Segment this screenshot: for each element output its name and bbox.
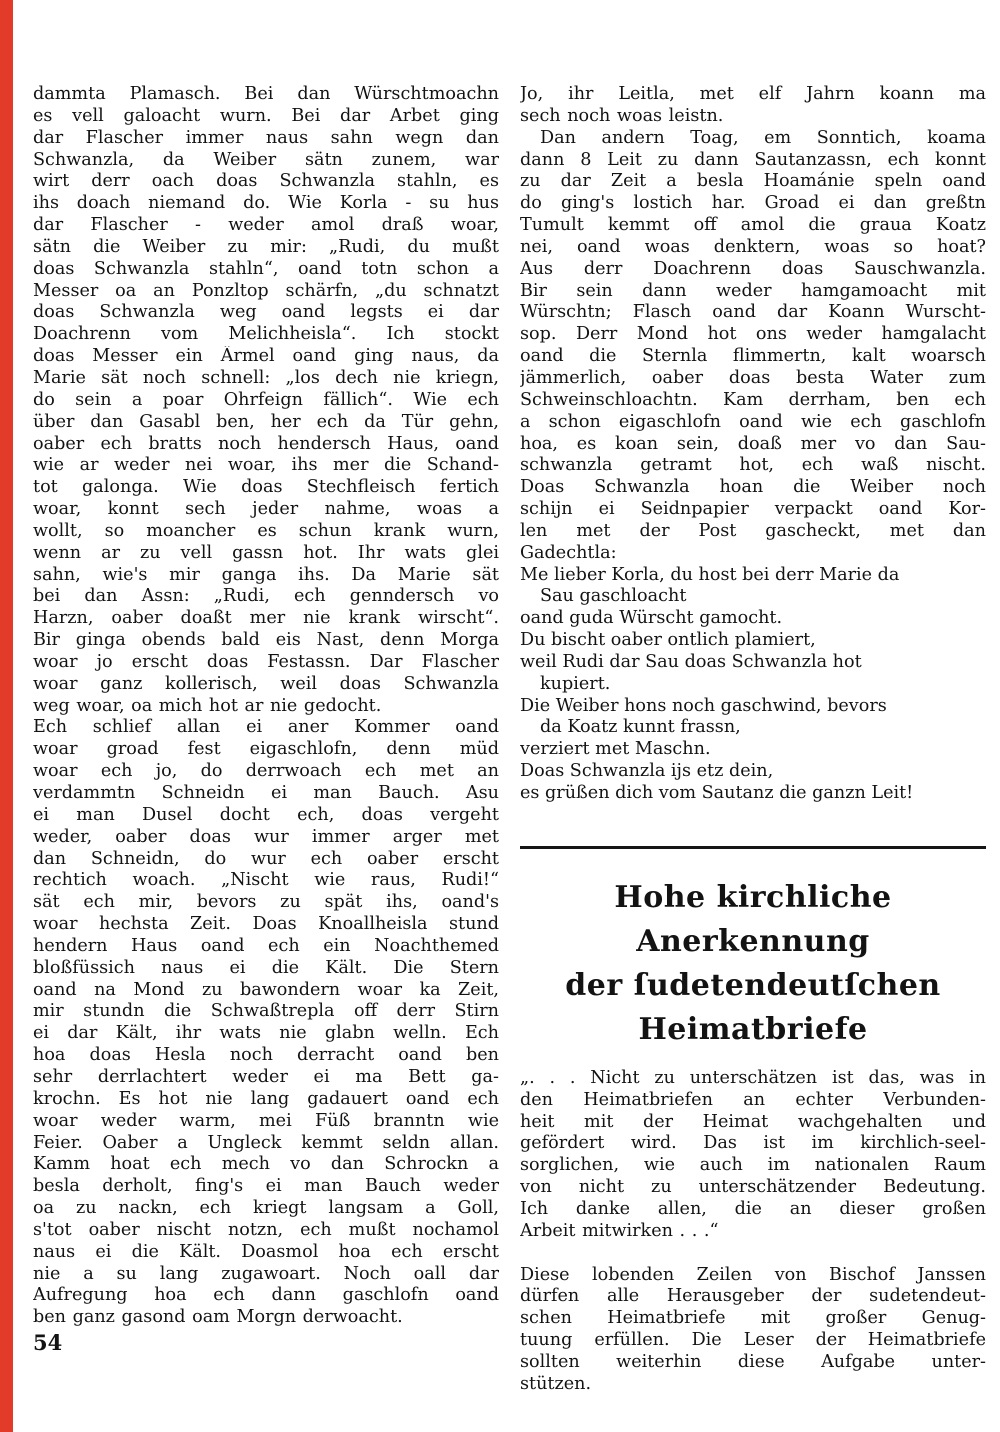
text-line: doas Schwanzla weg oand legsts ei dar — [33, 302, 499, 323]
text-line: oand guda Würscht gamocht. — [520, 608, 783, 629]
text-line: von nicht zu unterschätzender Bedeutung. — [520, 1177, 986, 1198]
text-line: Sau gaschloacht — [540, 586, 687, 607]
text-line: sech noch woas leistn. — [520, 105, 724, 126]
dialect-poem — [520, 565, 986, 805]
bishop-quote-paragraph — [520, 1068, 986, 1243]
text-line: Aufregung hoa ech dann gaschlofn oand — [33, 1285, 499, 1306]
text-line: Heimatbriefe — [638, 1011, 868, 1047]
text-line: wie ar weder nei woar, ihs mer die Schand- — [33, 455, 499, 476]
section-divider-rule — [520, 846, 986, 849]
text-line: woar, konnt sech jeder nahme, woas a — [33, 499, 499, 520]
text-line: zu dar Zeit a besla Hoamánie speln oand — [520, 171, 986, 192]
text-line: Doachrenn vom Melichheisla“. Ich stockt — [33, 324, 499, 345]
text-line: woar jo erscht doas Festassn. Dar Flascher — [33, 651, 499, 672]
article-body-paragraph — [520, 1265, 986, 1396]
text-line: Kamm hoat ech mech vo dan Schrockn a — [33, 1154, 499, 1175]
text-line: Aus derr Doachrenn doas Sauschwanzla. — [520, 258, 986, 279]
text-line: der ſudetendeutſchen — [565, 967, 941, 1003]
text-line: do ging's lostich har. Groad ei dan greßtn — [520, 193, 986, 214]
text-line: Feier. Oaber a Ungleck kemmt seldn allan. — [33, 1132, 499, 1153]
dialect-story-paragraph-1 — [33, 84, 499, 717]
text-line: doas Messer ein Ärmel oand ging naus, da — [33, 346, 499, 367]
text-line: bloßfüssich naus ei die Kält. Die Stern — [33, 957, 499, 978]
text-line: nei, oand woas denktern, woas so hoat? — [520, 236, 986, 257]
text-line: den Heimatbriefen an echter Verbunden- — [520, 1089, 986, 1110]
text-line: es grüßen dich vom Sautanz die ganzn Leit! — [520, 783, 914, 803]
text-line: s'tot oaber nischt notzn, ech mußt nochamol — [33, 1219, 499, 1240]
text-line: sahn, wie's mir ganga ihs. Da Marie sät — [33, 564, 499, 585]
text-line: dürfen alle Herausgeber der sudetendeut- — [520, 1286, 986, 1307]
text-line: Gadechtla: — [520, 542, 617, 563]
text-line: „. . . Nicht zu unterschätzen ist das, was in — [520, 1067, 986, 1088]
text-line: oand die Sternla flimmertn, kalt woarsch — [520, 346, 986, 367]
text-line: dammta Plamasch. Bei dan Würschtmoachn — [33, 84, 499, 104]
text-line: doas Schwanzla stahln“, oand totn schon a — [33, 258, 499, 279]
dialect-story-paragraph-3 — [520, 84, 986, 128]
text-line: rechtich woach. „Nischt wie raus, Rudi!“ — [33, 870, 499, 891]
text-line: wenn ar zu vell gassn hot. Ihr wats glei — [33, 542, 499, 563]
text-line: kupiert. — [540, 673, 611, 694]
page-number: 54 — [33, 1330, 63, 1355]
text-line: jämmerlich, oaber doas besta Water zum — [520, 367, 986, 388]
text-line: sorglichen, wie auch im nationalen Raum — [520, 1155, 986, 1176]
text-line: woar weder warm, mei Füß branntn wie — [33, 1110, 499, 1131]
dialect-story-paragraph-4 — [520, 128, 986, 565]
text-line: sehr derrlachtert weder ei ma Bett ga- — [33, 1066, 499, 1087]
text-line: ei dar Kält, ihr wats nie glabn welln. Ech — [33, 1023, 499, 1044]
text-line: Würschtn; Flasch oand dar Koann Wurscht- — [520, 302, 986, 323]
text-line: Me lieber Korla, du host bei derr Marie da — [520, 564, 900, 585]
text-line: woar ech jo, do derrwoach ech met an — [33, 761, 499, 782]
text-line: tot galonga. Wie doas Stechfleisch fertich — [33, 477, 499, 498]
text-line: Tumult kemmt off amol die graua Koatz — [520, 215, 986, 236]
text-line: sollten weiterhin diese Aufgabe unter- — [520, 1351, 986, 1372]
text-line: es vell galoacht wurn. Bei dar Arbet ging — [33, 105, 499, 126]
text-line: dar Flascher immer naus sahn wegn dan — [33, 127, 499, 148]
text-line: naus ei die Kält. Doasmol hoa ech erscht — [33, 1241, 499, 1262]
text-line: Hohe kirchliche Anerkennung — [614, 879, 892, 959]
text-line: krochn. Es hot nie lang gadauert oand ech — [33, 1088, 499, 1109]
text-line: Diese lobenden Zeilen von Bischof Janssen — [520, 1264, 986, 1285]
text-line: Ich danke allen, die an dieser großen — [520, 1198, 986, 1219]
text-line: hendern Haus oand ech ein Noachthemed — [33, 935, 499, 956]
text-line: bei dan Assn: „Rudi, ech genndersch vo — [33, 586, 499, 607]
text-line: Bir ginga obends bald eis Nast, denn Morga — [33, 630, 499, 651]
text-line: dar Flascher - weder amol draß woar, — [33, 215, 499, 236]
text-line: weg woar, oa mich hot ar nie gedocht. — [33, 695, 382, 716]
left-text-column — [33, 84, 499, 1329]
text-line: woar ganz kollerisch, weil doas Schwanzla — [33, 673, 499, 694]
text-line: weder, oaber doas wur immer arger met — [33, 826, 499, 847]
text-line: gefördert wird. Das ist im kirchlich-seel- — [520, 1133, 986, 1154]
text-line: über dan Gasabl ben, her ech da Tür gehn, — [33, 411, 499, 432]
text-line: Schwanzla, da Weiber sätn zunem, war — [33, 149, 499, 170]
text-line: dan Schneidn, do wur ech oaber erscht — [33, 848, 499, 869]
text-line: oa zu nackn, ech kriegt langsam a Goll, — [33, 1198, 499, 1219]
text-line: Die Weiber hons noch gaschwind, bevors — [520, 695, 887, 716]
text-line: len met der Post gascheckt, met dan — [520, 520, 986, 541]
text-line: schwanzla getramt hot, ech waß nischt. — [520, 455, 986, 476]
text-line: woar hechsta Zeit. Doas Knoallheisla stund — [33, 914, 499, 935]
text-line: Doas Schwanzla hoan die Weiber noch — [520, 477, 986, 498]
text-line: Messer oa an Ponzltop schärfn, „du schnatzt — [33, 280, 499, 301]
text-line: wirt derr oach doas Schwanzla stahln, es — [33, 171, 499, 192]
text-line: Arbeit mitwirken . . .“ — [520, 1220, 719, 1241]
text-line: Ech schlief allan ei aner Kommer oand — [33, 717, 499, 738]
text-line: wollt, so moancher es schun krank wurn, — [33, 520, 499, 541]
text-line: tuung erfüllen. Die Leser der Heimatbriefe — [520, 1330, 986, 1351]
text-line: Harzn, oaber doaßt mer nie krank wirscht“. — [33, 608, 499, 629]
text-line: Dan andern Toag, em Sonntich, koama — [540, 127, 986, 148]
text-line: nie a su lang zugawoart. Noch oall dar — [33, 1263, 499, 1284]
text-line: Bir sein dann weder hamgamoacht mit — [520, 280, 986, 301]
text-line: Doas Schwanzla ijs etz dein, — [520, 761, 774, 782]
text-line: stützen. — [520, 1373, 592, 1394]
text-line: Du bischt oaber ontlich plamiert, — [520, 630, 816, 651]
text-line: sop. Derr Mond hot ons weder hamgalacht — [520, 324, 986, 345]
text-line: oaber ech bratts noch hendersch Haus, oand — [33, 433, 499, 454]
text-line: ihs doach niemand do. Wie Korla - su hus — [33, 193, 499, 214]
text-line: ben ganz gasond oam Morgn derwoacht. — [33, 1307, 403, 1328]
text-line: schijn ei Seidnpapier verpackt oand Kor- — [520, 499, 986, 520]
text-line: Marie sät noch schnell: „los dech nie kriegn, — [33, 367, 499, 388]
text-line: ei man Dusel docht ech, doas vergeht — [33, 804, 499, 825]
text-line: Schweinschloachtn. Kam derrham, ben ech — [520, 389, 986, 410]
text-line: schen Heimatbriefe mit großer Genug- — [520, 1308, 986, 1329]
text-line: hoa doas Hesla noch derracht oand ben — [33, 1045, 499, 1066]
text-line: da Koatz kunnt frassn, — [540, 717, 741, 738]
dialect-story-paragraph-2 — [33, 717, 499, 1329]
text-line: woar groad fest eigaschlofn, denn müd — [33, 739, 499, 760]
text-line: Jo, ihr Leitla, met elf Jahrn koann ma — [520, 84, 986, 104]
text-line: sätn die Weiber zu mir: „Rudi, du mußt — [33, 236, 499, 257]
text-line: hoa, es koan sein, doaß mer vo dan Sau- — [520, 433, 986, 454]
text-line: sät ech mir, bevors zu spät ihs, oand's — [33, 892, 499, 913]
page-edge-band — [0, 0, 13, 1432]
text-line: besla derholt, fing's ei man Bauch weder — [33, 1176, 499, 1197]
text-line: verdammtn Schneidn ei man Bauch. Asu — [33, 783, 499, 803]
text-line: mir stundn die Schwaßtrepla off derr Stirn — [33, 1001, 499, 1022]
text-line: weil Rudi dar Sau doas Schwanzla hot — [520, 651, 862, 672]
article-title — [520, 876, 986, 1052]
text-line: a schon eigaschlofn oand wie ech gaschlofn — [520, 411, 986, 432]
text-line: verziert met Maschn. — [520, 739, 711, 760]
text-line: dann 8 Leit zu dann Sautanzassn, ech konnt — [520, 149, 986, 170]
text-line: oand na Mond zu bawondern woar ka Zeit, — [33, 979, 499, 1000]
text-line: do sein a poar Ohrfeign fällich“. Wie ech — [33, 389, 499, 410]
text-line: heit mit der Heimat wachgehalten und — [520, 1111, 986, 1132]
right-text-column — [520, 84, 986, 1396]
